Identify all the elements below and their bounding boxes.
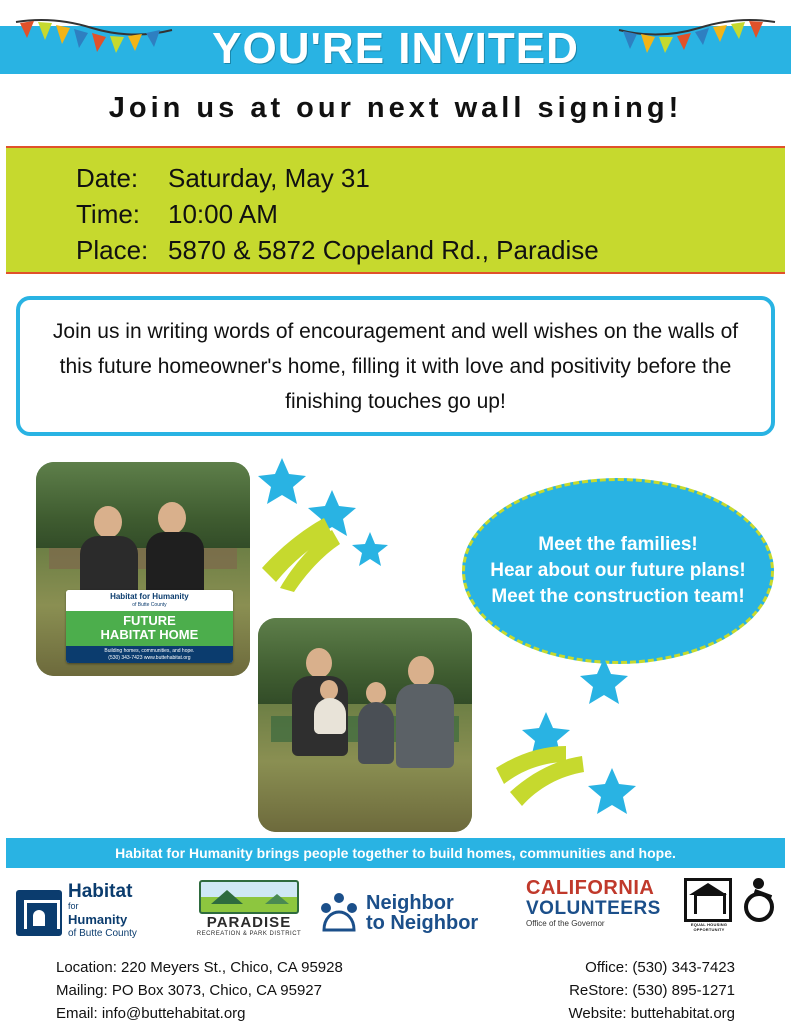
n2n-logo-line2: to Neighbor: [366, 912, 479, 934]
california-volunteers-logo: [526, 878, 674, 948]
n2n-logo-line1: Neighbor: [366, 892, 454, 914]
picnic-table: [49, 548, 237, 569]
habitat-for-humanity-logo: [16, 878, 176, 948]
mountain-icon: [199, 880, 299, 914]
person-head: [158, 502, 186, 534]
page-title: YOU'RE INVITED: [212, 24, 579, 73]
neighbor-to-neighbor-logo: [318, 878, 514, 948]
person-torso: [80, 536, 138, 598]
detail-label-time: Time:: [76, 199, 141, 229]
photo-family: [258, 618, 472, 832]
detail-row-date: [76, 160, 785, 196]
cav-logo-line3: Office of the Governor: [526, 919, 605, 928]
footer-contact: [0, 956, 791, 1024]
sign-headline: FUTURE HABITAT HOME: [66, 611, 233, 646]
photo-volunteers: [36, 462, 250, 676]
highlight-line-1: Meet the families!: [538, 534, 698, 555]
highlights-callout: [462, 478, 774, 664]
cav-logo-line1: CALIFORNIA: [526, 877, 655, 899]
person-head: [94, 506, 122, 538]
habitat-house-icon: [16, 890, 62, 936]
footer-left-column: [56, 956, 343, 1024]
child-head: [366, 682, 386, 704]
sign-brand: Habitat for Humanity of Butte County: [66, 590, 233, 611]
paradise-logo-line2: RECREATION & PARK DISTRICT: [196, 931, 302, 937]
detail-row-time: [76, 196, 785, 232]
person-torso: [146, 532, 204, 598]
habitat-logo-line1: Habitat: [68, 881, 133, 902]
confetti-burst-left-icon: [258, 452, 388, 592]
child-torso: [314, 698, 346, 734]
detail-value-place: 5870 & 5872 Copeland Rd., Paradise: [168, 235, 599, 265]
detail-value-date: Saturday, May 31: [168, 163, 370, 193]
page-subtitle: Join us at our next wall signing!: [108, 92, 683, 124]
habitat-logo-line3: Humanity: [68, 912, 128, 927]
eho-caption: EQUAL HOUSING OPPORTUNITY: [690, 922, 728, 932]
child-torso: [358, 702, 394, 764]
description-text: Join us in writing words of encouragement and well wishes on the walls of this future homeowner's home, filling it with love and positivity before the finishing touches go up!: [52, 319, 739, 413]
person-head: [408, 656, 434, 686]
footer-restore-phone: ReStore: (530) 895-1271: [569, 982, 735, 999]
footer-right-column: [569, 956, 736, 1024]
people-icon: [318, 890, 360, 936]
person-torso: [396, 684, 454, 768]
highlights-text: [490, 532, 745, 610]
footer-website[interactable]: Website: buttehabitat.org: [568, 1005, 735, 1022]
detail-row-place: [76, 232, 785, 268]
detail-label-date: Date:: [76, 163, 139, 193]
mission-tagline: Habitat for Humanity brings people together to build homes, communities and hope.: [6, 838, 785, 868]
footer-mailing: Mailing: PO Box 3073, Chico, CA 95927: [56, 982, 322, 999]
sign-footer: Building homes, communities, and hope. (530) 343-7423 www.buttehabitat.org: [66, 646, 233, 663]
footer-office-phone: Office: (530) 343-7423: [585, 959, 735, 976]
highlight-line-2: Hear about our future plans!: [490, 560, 746, 581]
habitat-logo-line2: for: [68, 901, 79, 911]
cav-logo-line2: VOLUNTEERS: [526, 898, 661, 919]
person-head: [306, 648, 332, 678]
footer-location: Location: 220 Meyers St., Chico, CA 95928: [56, 959, 343, 976]
partner-logos: [6, 878, 785, 948]
equal-housing-opportunity-logo: [684, 878, 734, 948]
highlight-line-3: Meet the construction team!: [491, 586, 745, 607]
event-details-box: [6, 146, 785, 274]
paradise-logo-line1: PARADISE: [206, 914, 292, 931]
child-head: [320, 680, 338, 700]
detail-label-place: Place:: [76, 235, 149, 265]
house-icon: [684, 878, 732, 922]
sign-brand-sub: of Butte County: [132, 602, 167, 609]
accessibility-logo: [740, 878, 784, 948]
footer-email[interactable]: Email: info@buttehabitat.org: [56, 1005, 246, 1022]
wheelchair-icon: [740, 878, 780, 924]
detail-value-time: 10:00 AM: [168, 199, 278, 229]
photo-background: [36, 462, 250, 556]
confetti-burst-right-icon: [486, 650, 646, 820]
description-box: [16, 296, 775, 436]
habitat-logo-line4: of Butte County: [68, 928, 137, 939]
paradise-recreation-park-district-logo: [194, 878, 304, 948]
future-habitat-home-sign: [66, 590, 233, 663]
